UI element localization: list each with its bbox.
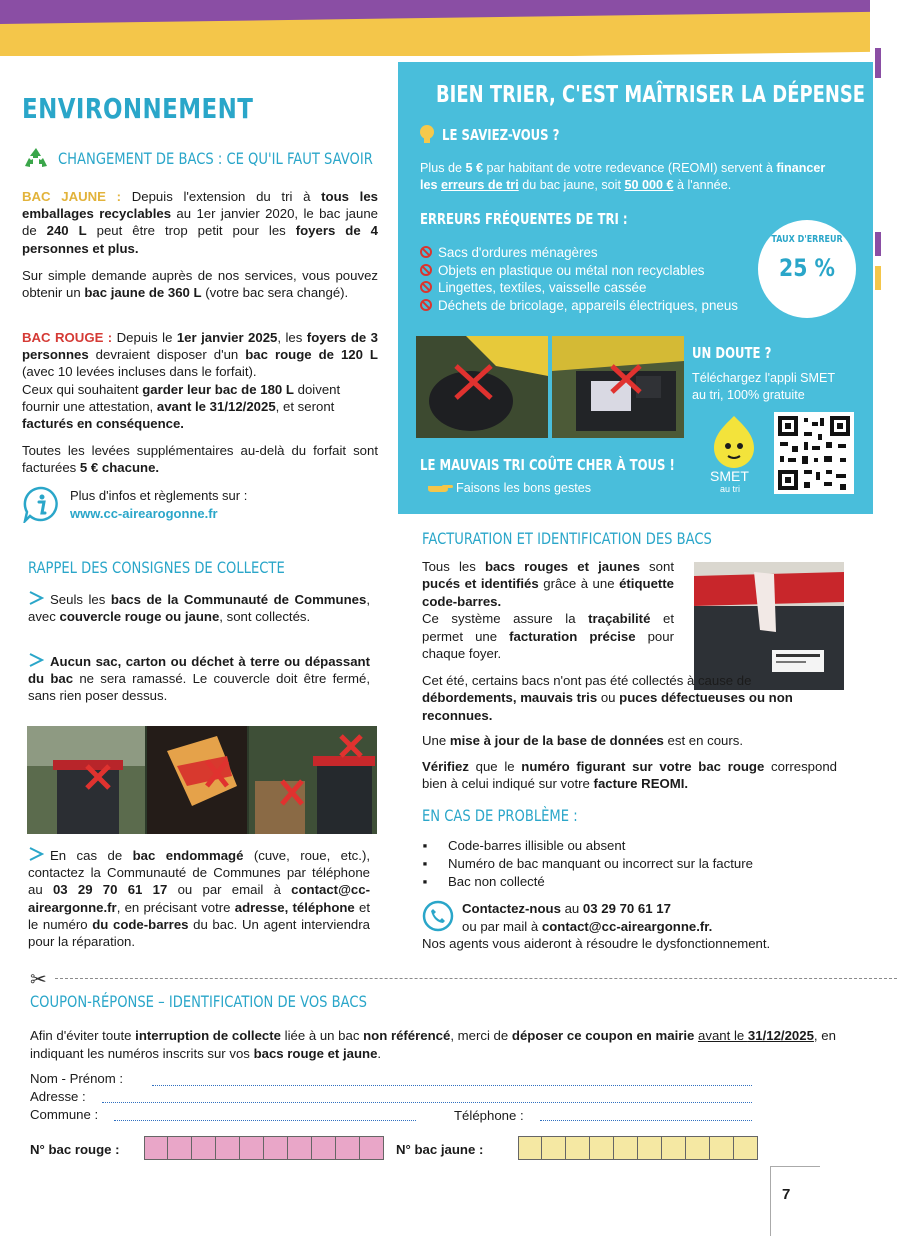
info-text: Plus d'infos et règlements sur : bbox=[70, 488, 248, 503]
probleme-item: ▪ Code-barres illisible ou absent bbox=[422, 838, 626, 853]
change-heading-text: CHANGEMENT DE BACS : CE QU'IL FAUT SAVOIR bbox=[58, 148, 373, 168]
erreurs-list bbox=[420, 244, 738, 314]
lightbulb-icon bbox=[418, 124, 436, 146]
forbidden-icon bbox=[420, 264, 432, 276]
bac-rouge-block: BAC ROUGE : Depuis le 1er janvier 2025, les foyers de 3 personnes devraient disposer d'un bac rouge de 120 L (avec 10 levées incluses dans le forfait). Ceux qui souhaitent garder leur bac de 180 L doivent fournir une attestation, avant le 31/12/2025, et seront facturés en conséquence. Toutes les levées supplémentaires au-delà du forfait sont facturées 5 € chacune. bbox=[22, 330, 378, 476]
erreur-item: Objets en plastique ou métal non recyclables bbox=[420, 262, 738, 280]
bac-jaune-boxes[interactable] bbox=[518, 1136, 758, 1160]
smet-mascot-icon bbox=[706, 414, 762, 474]
probleme-item: ▪ Numéro de bac manquant ou incorrect sur la facture bbox=[422, 856, 753, 871]
rappel-c3: En cas de bac endommagé (cuve, roue, etc.), contactez la Communauté de Communes par téléphone au 03 29 70 61 17 ou par email à contact@cc-aireargonne.fr, en précisant votre adresse, téléphone et le numéro du code-barres du bac. Un agent interviendra pour la réparation. bbox=[28, 848, 370, 950]
arrow-icon bbox=[28, 590, 44, 606]
smet-name: SMET bbox=[710, 468, 749, 484]
facturation-p1: Tous les bacs rouges et jaunes sont pucés et identifiés grâce à une étiquette code-barres. Ce système assure la traçabilité et permet une facturation précise pour chaque foyer. bbox=[422, 559, 675, 662]
collecte-photos bbox=[27, 726, 377, 834]
arrow-icon bbox=[28, 846, 44, 862]
erreur-item: Déchets de bricolage, appareils électriques, pneus bbox=[420, 297, 738, 315]
recycle-icon bbox=[22, 146, 50, 170]
nom-label: Nom - Prénom : bbox=[30, 1071, 124, 1086]
contact-email[interactable]: contact@cc-aireargonne.fr. bbox=[541, 919, 713, 934]
bac-rouge-field-label: N° bac rouge : bbox=[30, 1142, 120, 1157]
erreur-item: Sacs d'ordures ménagères bbox=[420, 244, 738, 262]
taux-label: TAUX D'ERREUR bbox=[771, 234, 843, 245]
mauvais-tri-sub: Faisons les bons gestes bbox=[456, 481, 592, 495]
telephone-field[interactable] bbox=[540, 1120, 752, 1121]
edge-mark-purple bbox=[875, 48, 881, 78]
saviez-title: LE SAVIEZ-VOUS ? bbox=[442, 126, 560, 144]
probleme-title: EN CAS DE PROBLÈME : bbox=[422, 806, 578, 825]
agents-text: Nos agents vous aideront à résoudre le dysfonctionnement. bbox=[422, 936, 771, 951]
rappel-title: RAPPEL DES CONSIGNES DE COLLECTE bbox=[28, 558, 285, 577]
telephone-label: Téléphone : bbox=[454, 1108, 524, 1123]
bac-jaune-block: BAC JAUNE : Depuis l'extension du tri à tous les emballages recyclables au 1er janvier 2020, le bac jaune de 240 L peut être trop petit pour les foyers de 4 personnes et plus. Sur simple demande auprès de nos services, vous pouvez obtenir un bac jaune de 360 L (votre bac sera changé). bbox=[22, 189, 378, 301]
adresse-field[interactable] bbox=[102, 1102, 752, 1103]
forbidden-icon bbox=[420, 299, 432, 311]
page-corner bbox=[770, 1166, 820, 1236]
saviez-text: Plus de 5 € par habitant de votre redevance (REOMI) servent à financer les erreurs de tri du bac jaune, soit 50 000 € à l'année. bbox=[420, 161, 826, 192]
qr-code-graphic bbox=[774, 412, 854, 494]
mauvais-tri-title: LE MAUVAIS TRI COÛTE CHER À TOUS ! bbox=[420, 456, 675, 474]
commune-label: Commune : bbox=[30, 1107, 99, 1122]
bien-trier-title: BIEN TRIER, C'EST MAÎTRISER LA DÉPENSE ! bbox=[436, 82, 880, 108]
mauvais-tri-photos bbox=[416, 336, 684, 438]
info-link[interactable]: www.cc-airearogonne.fr bbox=[70, 506, 218, 521]
cut-line bbox=[55, 978, 897, 979]
doute-text: Téléchargez l'appli SMET au tri, 100% gratuite bbox=[692, 371, 835, 402]
pointing-hand-icon bbox=[426, 480, 454, 496]
erreur-item: Lingettes, textiles, vaisselle cassée bbox=[420, 279, 738, 297]
taux-value: 25 % bbox=[779, 254, 835, 282]
smet-sub: au tri bbox=[720, 484, 741, 494]
forbidden-icon bbox=[420, 246, 432, 258]
probleme-item: ▪ Bac non collecté bbox=[422, 874, 545, 889]
rappel-c1: Seuls les bacs de la Communauté de Communes, avec couvercle rouge ou jaune, sont collectés. bbox=[28, 592, 370, 625]
bien-trier-panel bbox=[398, 62, 880, 514]
coupon-intro: Afin d'éviter toute interruption de collecte liée à un bac non référencé, merci de déposer ce coupon en mairie avant le 31/12/2025, en indiquant les numéros inscrits sur vos bacs rouge et jaune. bbox=[30, 1028, 836, 1061]
nom-field[interactable] bbox=[152, 1085, 752, 1086]
coupon-title: COUPON-RÉPONSE – IDENTIFICATION DE VOS BACS bbox=[30, 992, 367, 1011]
bac-jaune-label: BAC JAUNE : bbox=[22, 189, 122, 204]
bac-rouge-label: BAC ROUGE : bbox=[22, 330, 113, 345]
edge-mark-yellow bbox=[875, 266, 881, 290]
phone-icon bbox=[422, 900, 454, 932]
qr-code[interactable] bbox=[774, 412, 854, 494]
doute-title: UN DOUTE ? bbox=[692, 344, 772, 362]
facturation-p3: Cet été, certains bacs n'ont pas été collectés à cause de débordements, mauvais tris ou puces défectueuses ou non reconnues. Une mise à jour de la base de données est en cours. Vérifiez que le numéro figurant sur votre bac rouge correspond bien à celui indiqué sur votre facture REOMI. bbox=[422, 673, 837, 792]
erreurs-title: ERREURS FRÉQUENTES DE TRI : bbox=[420, 210, 628, 228]
page-number: 7 bbox=[782, 1186, 791, 1203]
probleme-list bbox=[422, 837, 753, 891]
scissors-icon: ✂ bbox=[30, 969, 47, 991]
bac-rouge-boxes[interactable] bbox=[144, 1136, 384, 1160]
facturation-title: FACTURATION ET IDENTIFICATION DES BACS bbox=[422, 529, 712, 548]
adresse-label: Adresse : bbox=[30, 1089, 86, 1104]
taux-erreur-badge bbox=[758, 220, 856, 318]
change-heading bbox=[22, 146, 442, 170]
bac-barcode-photo bbox=[694, 562, 844, 690]
bac-barcode-illustration bbox=[694, 562, 844, 690]
arrow-icon bbox=[28, 652, 44, 668]
commune-field[interactable] bbox=[114, 1120, 416, 1121]
contact-block: Contactez-nous au 03 29 70 61 17 ou par mail à contact@cc-aireargonne.fr. bbox=[462, 901, 713, 934]
forbidden-icon bbox=[420, 281, 432, 293]
page-title: ENVIRONNEMENT bbox=[22, 92, 254, 125]
edge-mark-purple-2 bbox=[875, 232, 881, 256]
bac-jaune-field-label: N° bac jaune : bbox=[396, 1142, 484, 1157]
info-row bbox=[22, 485, 247, 523]
rappel-c2: Aucun sac, carton ou déchet à terre ou dépassant du bac ne sera ramassé. Le couvercle doit être fermé, sans rien poser dessus. bbox=[28, 654, 370, 704]
contact-phone[interactable]: 03 29 70 61 17 bbox=[582, 901, 671, 916]
info-icon bbox=[22, 485, 60, 523]
collecte-photos-illustration bbox=[27, 726, 377, 834]
